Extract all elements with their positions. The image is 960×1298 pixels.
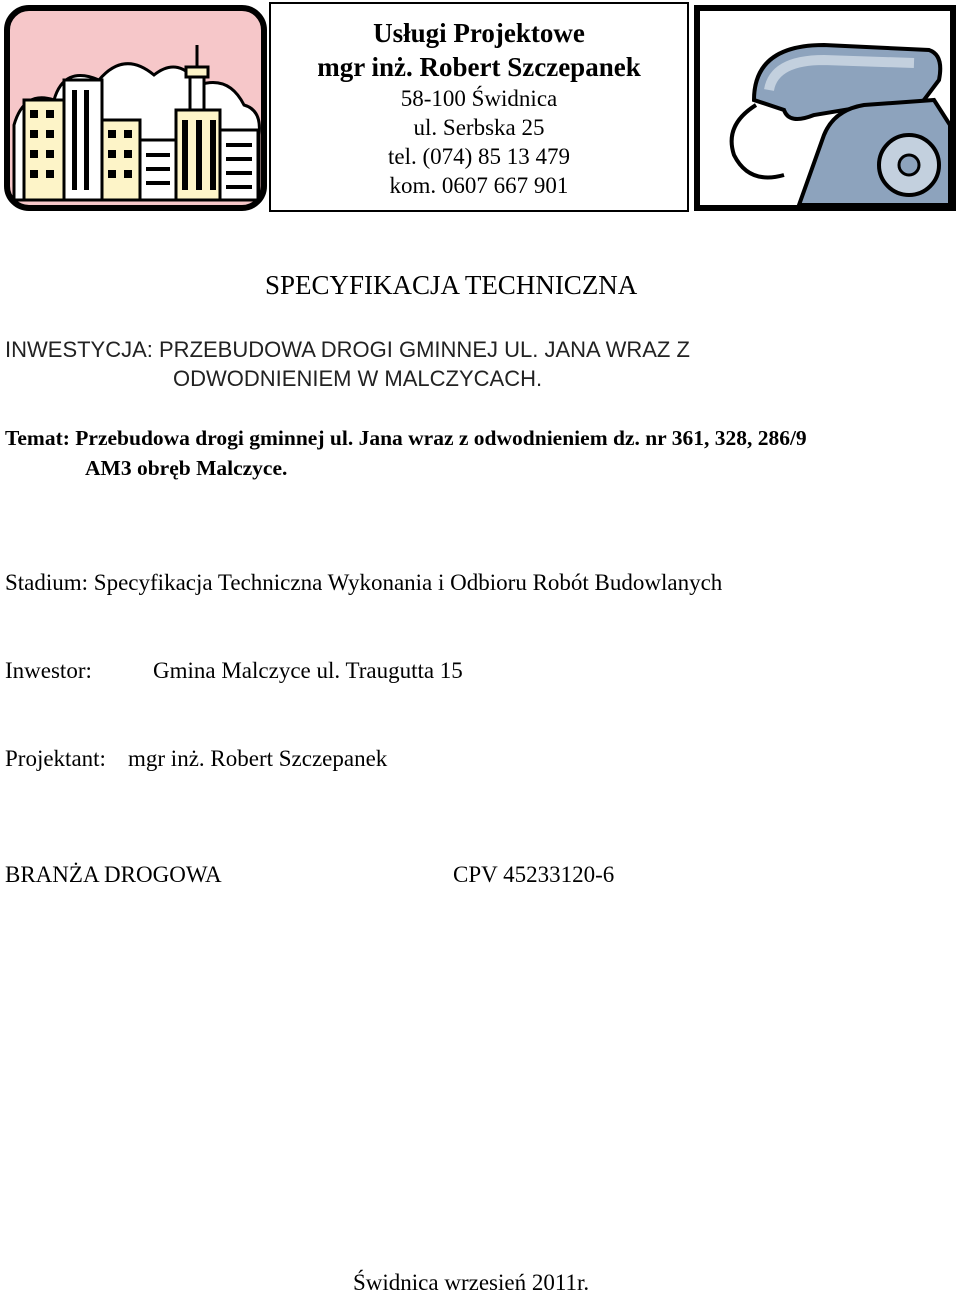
- city-skyline-icon: [4, 5, 267, 211]
- telephone-icon: [694, 5, 956, 211]
- company-street: ul. Serbska 25: [413, 115, 545, 140]
- investor-label: Inwestor:: [5, 658, 92, 683]
- company-owner: mgr inż. Robert Szczepanek: [317, 52, 641, 82]
- company-info-box: [269, 2, 689, 212]
- branch-text: BRANŻA DROGOWA: [5, 862, 222, 887]
- stage-text: Stadium: Specyfikacja Techniczna Wykonania i Odbioru Robót Budowlanych: [5, 570, 723, 595]
- investment-line-1: INWESTYCJA: PRZEBUDOWA DROGI GMINNEJ UL. JANA WRAZ Z: [5, 337, 690, 362]
- designer-label: Projektant:: [5, 746, 106, 771]
- investor-value: Gmina Malczyce ul. Traugutta 15: [153, 658, 463, 683]
- company-phone: tel. (074) 85 13 479: [387, 144, 571, 169]
- designer-value: mgr inż. Robert Szczepanek: [128, 746, 388, 771]
- place-date: Świdnica wrzesień 2011r.: [353, 1270, 590, 1295]
- investment-line-2: ODWODNIENIEM W MALCZYCACH.: [173, 366, 543, 391]
- company-city: 58-100 Świdnica: [400, 86, 558, 111]
- company-name: Usługi Projektowe: [373, 18, 585, 48]
- topic-line-1: Temat: Przebudowa drogi gminnej ul. Jana wraz z odwodnieniem dz. nr 361, 328, 286/9: [5, 426, 807, 450]
- topic-line-2: AM3 obręb Malczyce.: [85, 456, 288, 480]
- document-title: SPECYFIKACJA TECHNICZNA: [265, 270, 638, 300]
- company-mobile: kom. 0607 667 901: [389, 173, 569, 198]
- cpv-code: CPV 45233120-6: [453, 862, 615, 887]
